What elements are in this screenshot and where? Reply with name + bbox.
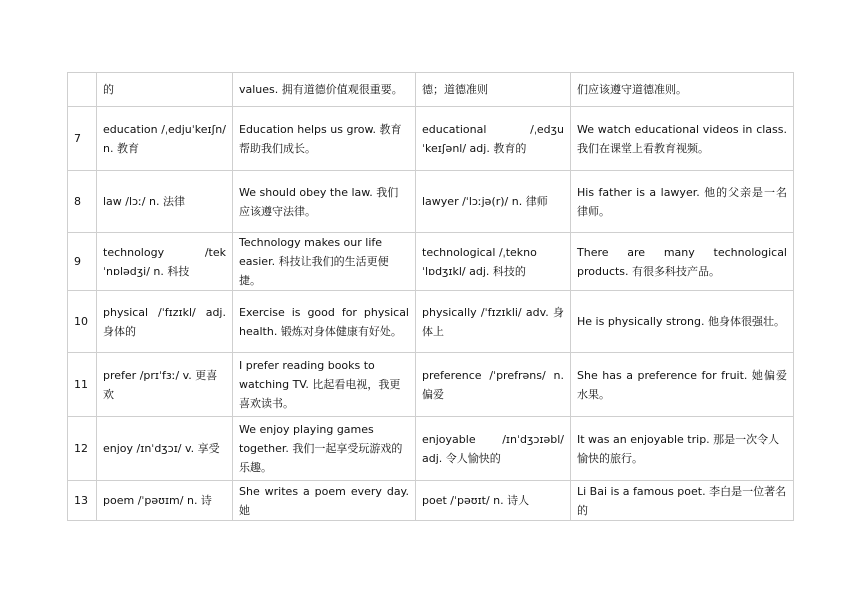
vocabulary-table-body [68,73,794,521]
row-number-cell: 7 [68,107,97,171]
derivative-example-cell: His father is a lawyer. 他的父亲是一名律师。 [571,171,794,233]
example-cell: values. 拥有道德价值观很重要。 [233,73,416,107]
vocabulary-table [67,72,794,521]
derivative-example-cell: 们应该遵守道德准则。 [571,73,794,107]
row-number-cell: 12 [68,417,97,481]
word-cell: technology /tekˈnɒlədʒi/ n. 科技 [97,233,233,291]
table-row [68,107,794,171]
derivative-example-cell: Li Bai is a famous poet. 李白是一位著名的 [571,481,794,521]
derivative-cell: enjoyable /ɪnˈdʒɔɪəbl/ adj. 令人愉快的 [416,417,571,481]
derivative-cell: 德；道德准则 [416,73,571,107]
example-cell: I prefer reading books to watching TV. 比起看电视，我更喜欢读书。 [233,353,416,417]
example-cell: Education helps us grow. 教育帮助我们成长。 [233,107,416,171]
word-cell: 的 [97,73,233,107]
derivative-example-cell: It was an enjoyable trip. 那是一次令人愉快的旅行。 [571,417,794,481]
word-cell: education /ˌedjuˈkeɪʃn/ n. 教育 [97,107,233,171]
table-row [68,73,794,107]
word-cell: law /lɔː/ n. 法律 [97,171,233,233]
word-cell: enjoy /ɪnˈdʒɔɪ/ v. 享受 [97,417,233,481]
derivative-example-cell: He is physically strong. 他身体很强壮。 [571,291,794,353]
row-number-cell: 13 [68,481,97,521]
table-row [68,291,794,353]
word-cell: prefer /prɪˈfɜː/ v. 更喜欢 [97,353,233,417]
derivative-cell: lawyer /ˈlɔːjə(r)/ n. 律师 [416,171,571,233]
table-row [68,417,794,481]
word-cell: poem /ˈpəʊɪm/ n. 诗 [97,481,233,521]
derivative-cell: technological /ˌteknoˈlɒdʒɪkl/ adj. 科技的 [416,233,571,291]
derivative-cell: preference /ˈprefrəns/ n. 偏爱 [416,353,571,417]
row-number-cell: 10 [68,291,97,353]
table-row [68,233,794,291]
word-cell: physical /ˈfɪzɪkl/ adj. 身体的 [97,291,233,353]
example-cell: She writes a poem every day. 她 [233,481,416,521]
row-number-cell: 9 [68,233,97,291]
derivative-example-cell: She has a preference for fruit. 她偏爱水果。 [571,353,794,417]
example-cell: We enjoy playing games together. 我们一起享受玩游戏的乐趣。 [233,417,416,481]
derivative-cell: educational /ˌedʒuˈkeɪʃənl/ adj. 教育的 [416,107,571,171]
derivative-example-cell: We watch educational videos in class. 我们在课堂上看教育视频。 [571,107,794,171]
row-number-cell: 8 [68,171,97,233]
table-row [68,353,794,417]
table-row [68,171,794,233]
example-cell: We should obey the law. 我们应该遵守法律。 [233,171,416,233]
row-number-cell [68,73,97,107]
derivative-example-cell: There are many technological products. 有很多科技产品。 [571,233,794,291]
derivative-cell: poet /ˈpəʊɪt/ n. 诗人 [416,481,571,521]
example-cell: Exercise is good for physical health. 锻炼对身体健康有好处。 [233,291,416,353]
row-number-cell: 11 [68,353,97,417]
example-cell: Technology makes our life easier. 科技让我们的生活更便捷。 [233,233,416,291]
derivative-cell: physically /ˈfɪzɪkli/ adv. 身体上 [416,291,571,353]
table-row [68,481,794,521]
